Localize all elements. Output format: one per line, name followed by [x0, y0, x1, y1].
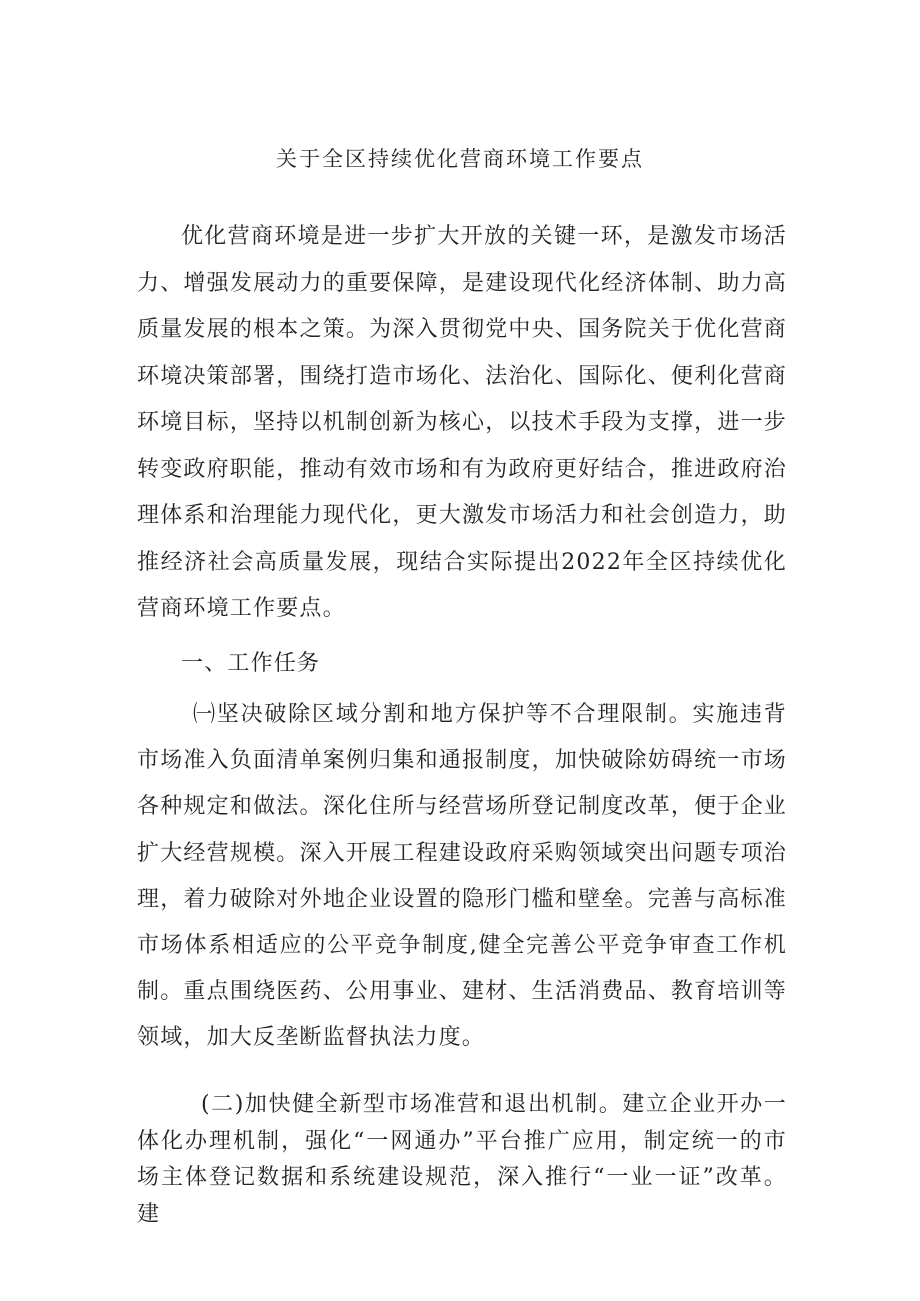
- document-title: 关于全区持续优化营商环境工作要点: [276, 147, 644, 171]
- section-heading: 一、工作任务: [181, 651, 321, 676]
- task-paragraph-1: ㈠坚决破除区域分割和地方保护等不合理限制。实施违背市场准入负面清单案例归集和通报制度，加快破除妨碍统一市场各种规定和做法。深化住所与经营场所登记制度改革，便于企业扩大经营规模。深入开展工程建设政府采购领域突出问题专项治理，着力破除对外地企业设置的隐形门槛和壁垒。完善与高标准市场体系相适应的公平竞争制度,健全完善公平竞争审查工作机制。重点围绕医药、公用事业、建材、生活消费品、教育培训等领域，加大反垄断监督执法力度。: [137, 702, 787, 1051]
- intro-paragraph: 优化营商环境是进一步扩大开放的关键一环，是激发市场活力、增强发展动力的重要保障，是建设现代化经济体制、助力高质量发展的根本之策。为深入贯彻党中央、国务院关于优化营商环境决策部署，围绕打造市场化、法治化、国际化、便利化营商环境目标，坚持以机制创新为核心，以技术手段为支撑，进一步转变政府职能，推动有效市场和有为政府更好结合，推进政府治理体系和治理能力现代化，更大激发市场活力和社会创造力，助推经济社会高质量发展，现结合实际提出2022年全区持续优化营商环境工作要点。: [137, 224, 787, 621]
- task-paragraph-2: (二)加快健全新型市场准营和退出机制。建立企业开办一体化办理机制，强化“一网通办”平台推广应用，制定统一的市场主体登记数据和系统建设规范，深入推行“一业一证”改革。建: [137, 1092, 787, 1227]
